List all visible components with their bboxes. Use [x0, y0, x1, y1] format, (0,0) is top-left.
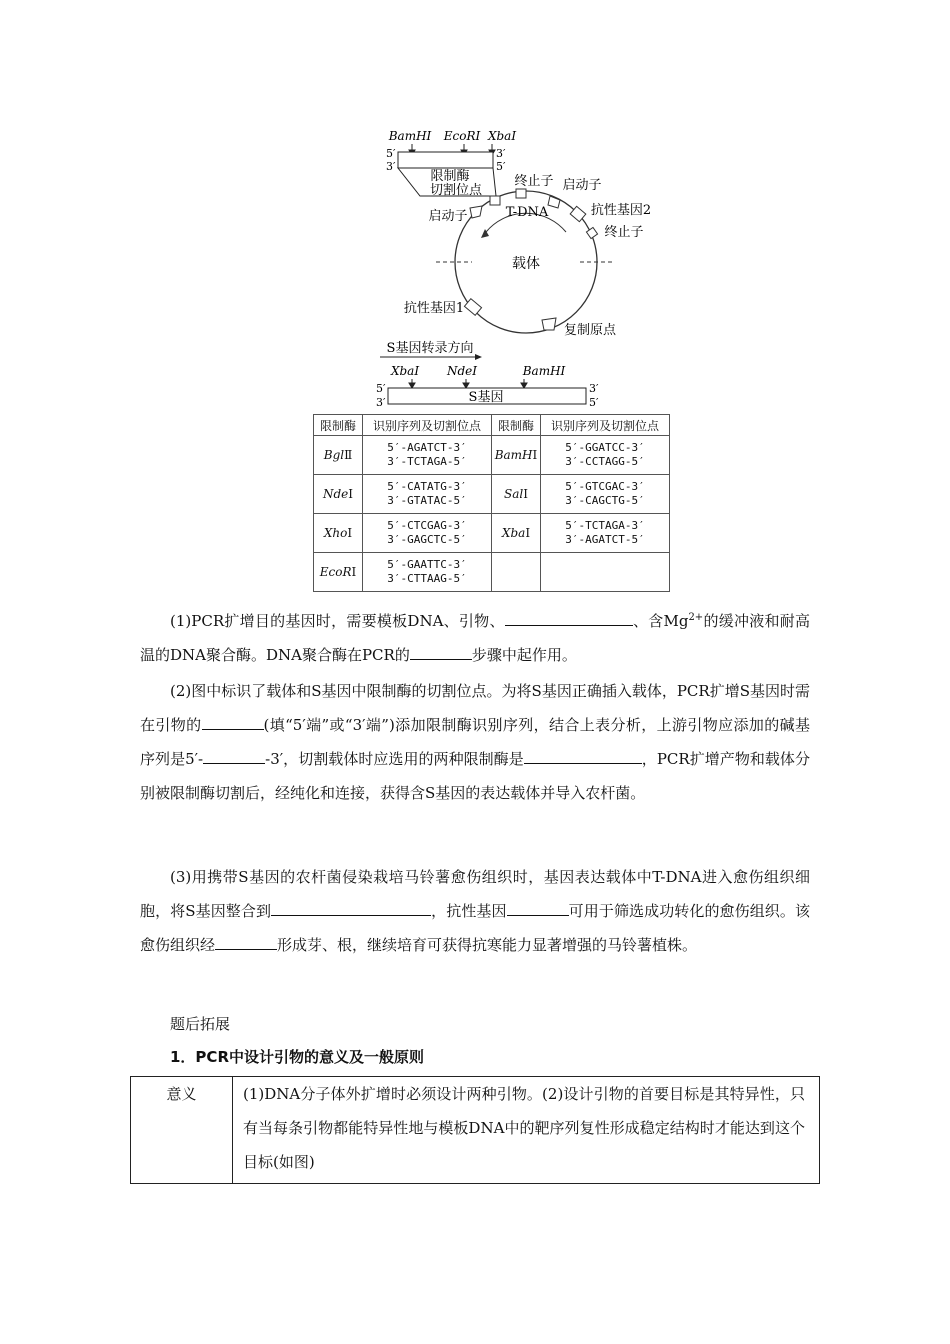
answer-blank[interactable] — [271, 897, 431, 916]
enzyme-sequence: 5′-CTCGAG-3′ 3′-GAGCTC-5′ — [363, 514, 492, 553]
table-row — [314, 436, 670, 475]
gene-strand-3-right: 3′ — [589, 382, 599, 395]
label-resistance1: 抗性基因1 — [403, 301, 465, 316]
answer-blank[interactable] — [505, 607, 633, 626]
strand-5-right: 5′ — [496, 160, 506, 173]
promoter-marker-left — [470, 206, 482, 218]
answer-blank[interactable] — [524, 745, 642, 764]
question-1: (1)PCR扩增目的基因时，需要模板DNA、引物、 、含$Mg^{2+}$的缓冲液和耐高温的DNA聚合酶。DNA聚合酶在PCR的 步骤中起作用。 — [140, 604, 810, 672]
enzyme-name: BglⅡ — [314, 436, 363, 475]
strand-3-right: 3′ — [496, 147, 506, 160]
table-row — [314, 553, 670, 592]
label-terminator-top: 终止子 — [514, 174, 554, 189]
table-header-row — [314, 415, 670, 436]
answer-blank[interactable] — [215, 931, 277, 950]
enzyme-sequence: 5′-GTCGAC-3′ 3′-CAGCTG-5′ — [541, 475, 670, 514]
terminator-marker — [516, 189, 526, 198]
enzyme-name: XhoⅠ — [314, 514, 363, 553]
enzyme-sequence: 5′-AGATCT-3′ 3′-TCTAGA-5′ — [363, 436, 492, 475]
gene-enzyme-xbai: XbaⅠ — [390, 364, 420, 378]
enzyme-sequence: 5′-TCTAGA-3′ 3′-AGATCT-5′ — [541, 514, 670, 553]
table-header: 识别序列及切割位点 — [363, 415, 492, 436]
enzyme-name: SalⅠ — [492, 475, 541, 514]
enzyme-sequence: 5′-CATATG-3′ 3′-GTATAC-5′ — [363, 475, 492, 514]
enzyme-name: EcoRⅠ — [314, 553, 363, 592]
label-terminator-right: 终止子 — [604, 225, 644, 240]
label-origin: 复制原点 — [563, 323, 617, 338]
question-3: (3)用携带S基因的农杆菌侵染栽培马铃薯愈伤组织时，基因表达载体中T-DNA进入愈伤组织细胞，将S基因整合到 ，抗性基因 可用于筛选成功转化的愈伤组织。该愈伤组织经 形成芽、根，继续培育可获得抗寒能力显著增强的马铃薯植株。 — [140, 868, 810, 954]
answer-blank[interactable] — [202, 711, 264, 730]
origin-marker — [542, 318, 556, 330]
answer-blank[interactable] — [507, 897, 569, 916]
empty-cell — [541, 553, 670, 592]
site-label-line1: 限制酶 — [430, 169, 470, 184]
meaning-table — [130, 1076, 820, 1184]
enzyme-sequence: 5′-GAATTC-3′ 3′-CTTAAG-5′ — [363, 553, 492, 592]
table-row — [314, 514, 670, 553]
gene-strand-5-right: 5′ — [589, 396, 599, 409]
promoter-marker-right — [548, 196, 560, 208]
label-promoter-left: 启动子 — [428, 209, 468, 224]
terminator-marker-right — [586, 227, 597, 238]
table-header: 限制酶 — [314, 415, 363, 436]
enzyme-label-xbai: XbaⅠ — [487, 129, 517, 143]
gene-strand-5-left: 5′ — [376, 382, 386, 395]
table-row — [314, 475, 670, 514]
enzyme-label-ecori: EcoRⅠ — [443, 129, 481, 143]
table-header: 识别序列及切割位点 — [541, 415, 670, 436]
label-tdna: T-DNA — [505, 205, 549, 220]
label-promoter-right: 启动子 — [562, 178, 602, 193]
gene-enzyme-ndei: NdeⅠ — [446, 364, 478, 378]
extension-title: 题后拓展 — [170, 1015, 231, 1033]
strand-3-left: 3′ — [386, 160, 396, 173]
gene-strand-3-left: 3′ — [376, 396, 386, 409]
label-s-gene: S基因 — [468, 390, 504, 405]
arrow-down-icon — [409, 379, 527, 388]
enzyme-table — [313, 414, 670, 592]
meaning-key: 意义 — [131, 1077, 233, 1184]
section-title: 1．PCR中设计引物的意义及一般原则 — [170, 1048, 424, 1066]
enzyme-name: NdeⅠ — [314, 475, 363, 514]
enzyme-sequence: 5′-GGATCC-3′ 3′-CCTAGG-5′ — [541, 436, 670, 475]
gene-enzyme-bamhi: BamHⅠ — [522, 364, 566, 378]
question-2: (2)图中标识了载体和S基因中限制酶的切割位点。为将S基因正确插入载体，PCR扩增S基因时需在引物的 (填“5′端”或“3′端”)添加限制酶识别序列，结合上表分析，上游引物应添加的碱基序列是5′- -3′，切割载体时应选用的两种限制酶是 ，PCR扩增产物和载体分别被限制酶切割后，经纯化和连接，获得含S基因的表达载体并导入农杆菌。 — [140, 682, 810, 802]
answer-blank[interactable] — [410, 641, 472, 660]
label-resistance2: 抗性基因2 — [590, 203, 652, 218]
site-box — [398, 152, 493, 168]
strand-5-left: 5′ — [386, 147, 396, 160]
enzyme-name: XbaⅠ — [492, 514, 541, 553]
answer-blank[interactable] — [203, 745, 265, 764]
label-transcription-direction: S基因转录方向 — [386, 341, 474, 356]
enzyme-name: BamHⅠ — [492, 436, 541, 475]
label-vector: 载体 — [512, 256, 540, 272]
table-row — [131, 1077, 820, 1184]
table-header: 限制酶 — [492, 415, 541, 436]
site-label-line2: 切割位点 — [429, 183, 483, 198]
arrow-right-icon — [475, 354, 482, 360]
empty-cell — [492, 553, 541, 592]
meaning-value: (1)DNA分子体外扩增时必须设计两种引物。(2)设计引物的首要目标是其特异性，只有当每条引物都能特异性地与模板DNA中的靶序列复性形成稳定结构时才能达到这个目标(如图) — [233, 1077, 820, 1184]
enzyme-label-bamhi: BamHⅠ — [388, 129, 432, 143]
site-marker — [490, 196, 500, 205]
